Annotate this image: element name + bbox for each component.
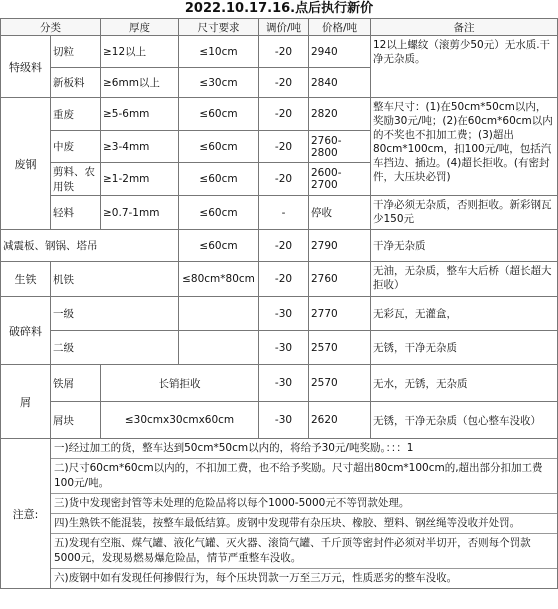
header-category: 分类	[1, 19, 101, 36]
price-table	[0, 18, 558, 589]
note-feigang: 整车尺寸：(1)在50cm*50cm以内，奖励30元/吨；(2)在60cm*60cm以内的不奖也不扣加工费；(3)超出80cm*100cm，扣100元/吨，包括汽车挡边、插边。(4)超长拒收。(有密封件，大压块必罚)	[371, 98, 558, 196]
page-title: 2022.10.17.16.点后执行新价	[184, 1, 374, 16]
item-adjust: -	[259, 196, 309, 230]
table-row	[1, 331, 558, 365]
table-row	[1, 297, 558, 331]
table-row	[1, 196, 558, 230]
item-adjust: -20	[259, 262, 309, 297]
item-size	[179, 331, 259, 365]
item-name: 轻料	[51, 196, 101, 230]
note-xie-1: 无水，无锈，无杂质	[371, 365, 558, 402]
notes-cell	[51, 439, 558, 589]
category-shengtie: 生铁	[1, 262, 51, 297]
item-name: 切粒	[51, 36, 101, 68]
note-posui-1: 无彩瓦，无灌盒，	[371, 297, 558, 331]
item-adjust: -30	[259, 297, 309, 331]
item-price: 2620	[309, 402, 371, 439]
item-adjust: -20	[259, 131, 309, 163]
item-adjust: -20	[259, 68, 309, 98]
notes-label: 注意:	[1, 439, 51, 589]
header-thickness: 厚度	[101, 19, 179, 36]
item-name: 一级	[51, 297, 179, 331]
item-size: ≤30cm	[179, 68, 259, 98]
header-size: 尺寸要求	[179, 19, 259, 36]
item-adjust: -20	[259, 98, 309, 131]
item-price: 2600-2700	[309, 163, 371, 196]
item-price: 2760	[309, 262, 371, 297]
note-shengtie: 无油，无杂质，整车大后桥（超长超大拒收）	[371, 262, 558, 297]
category-feigang: 废钢	[1, 98, 51, 230]
item-adjust: -20	[259, 163, 309, 196]
item-name: 机铁	[51, 262, 179, 297]
table-row	[1, 402, 558, 439]
table-row	[1, 36, 558, 68]
item-size: ≤60cm	[179, 131, 259, 163]
note-item-2: 二)尺寸60cm*60cm以内的，不扣加工费，也不给予奖励。尺寸超出80cm*100cm的,超出部分扣加工费100元/吨。	[51, 459, 557, 494]
note-xie-2: 无锈，干净无杂质（包心整车没收）	[371, 402, 558, 439]
notes-row	[1, 439, 558, 589]
item-size: ≤60cm	[179, 98, 259, 131]
note-jianzhen: 干净无杂质	[371, 230, 558, 262]
item-thickness: ≥1-2mm	[101, 163, 179, 196]
category-tejiliao: 特级料	[1, 36, 51, 98]
item-name: 铁屑	[51, 365, 101, 402]
item-thickness: ≥6mm以上	[101, 68, 179, 98]
item-name: 中废	[51, 131, 101, 163]
header-adjust: 调价/吨	[259, 19, 309, 36]
item-price: 2760-2800	[309, 131, 371, 163]
item-price: 2840	[309, 68, 371, 98]
category-jianzhen: 减震板、钢锅、塔吊	[1, 230, 179, 262]
item-adjust: -30	[259, 402, 309, 439]
note-item-5: 五)发现有空瓶、煤气罐、液化气罐、灭火器、滚筒气罐、千斤顶等密封件必须对半切开，否则每个罚款5000元，发现易燃易爆危险品，情节严重整车没收。	[51, 534, 557, 569]
item-size: ≤60cm	[179, 196, 259, 230]
item-thickness: ≥12以上	[101, 36, 179, 68]
item-size	[179, 297, 259, 331]
item-size: 长销拒收	[101, 365, 259, 402]
item-price: 2790	[309, 230, 371, 262]
header-note: 备注	[371, 19, 558, 36]
note-item-6: 六)废钢中如有发现任何掺假行为，每个压块罚款一万至三万元，性质恶劣的整车没收。	[54, 572, 458, 584]
item-name: 新板料	[51, 68, 101, 98]
item-price: 2820	[309, 98, 371, 131]
note-posui-2: 无锈，干净无杂质	[371, 331, 558, 365]
item-name: 重废	[51, 98, 101, 131]
item-thickness: ≥3-4mm	[101, 131, 179, 163]
item-size: ≤80cm*80cm	[179, 262, 259, 297]
item-adjust: -20	[259, 230, 309, 262]
note-item-1: 一)经过加工的货，整车达到50cm*50cm以内的，将给予30元/吨奖励。：：：1	[51, 439, 557, 459]
note-item-3: 三)货中发现密封管等未处理的危险品将以每个1000-5000元不等罚款处理。	[51, 494, 557, 514]
item-size: ≤60cm	[179, 230, 259, 262]
item-price: 2770	[309, 297, 371, 331]
table-row	[1, 98, 558, 131]
item-adjust: -30	[259, 365, 309, 402]
table-row	[1, 262, 558, 297]
item-thickness: ≥0.7-1mm	[101, 196, 179, 230]
item-thickness: ≥5-6mm	[101, 98, 179, 131]
table-row	[1, 230, 558, 262]
item-price: 2570	[309, 365, 371, 402]
item-adjust: -30	[259, 331, 309, 365]
table-row	[1, 365, 558, 402]
note-tejiliao: 12以上螺纹（滚剪少50元）无水质.干净无杂质。	[371, 36, 558, 98]
item-size: ≤60cm	[179, 163, 259, 196]
item-price: 停收	[309, 196, 371, 230]
table-header-row	[1, 19, 558, 36]
item-size: ≤30cmx30cmx60cm	[101, 402, 259, 439]
item-size: ≤10cm	[179, 36, 259, 68]
category-posui: 破碎料	[1, 297, 51, 365]
note-item-4: 四)生熟铁不能混装，按整车最低结算。废钢中发现带有杂压块、橡胶、塑料、钢丝绳等没收并处罚。	[51, 514, 557, 534]
item-price: 2570	[309, 331, 371, 365]
item-price: 2940	[309, 36, 371, 68]
item-name: 剪料、农用铁	[51, 163, 101, 196]
item-name: 屑块	[51, 402, 101, 439]
item-adjust: -20	[259, 36, 309, 68]
note-light-material: 干净必须无杂质，否则拒收。新彩钢瓦少150元	[371, 196, 558, 230]
item-name: 二级	[51, 331, 179, 365]
header-price: 价格/吨	[309, 19, 371, 36]
category-xie: 屑	[1, 365, 51, 439]
